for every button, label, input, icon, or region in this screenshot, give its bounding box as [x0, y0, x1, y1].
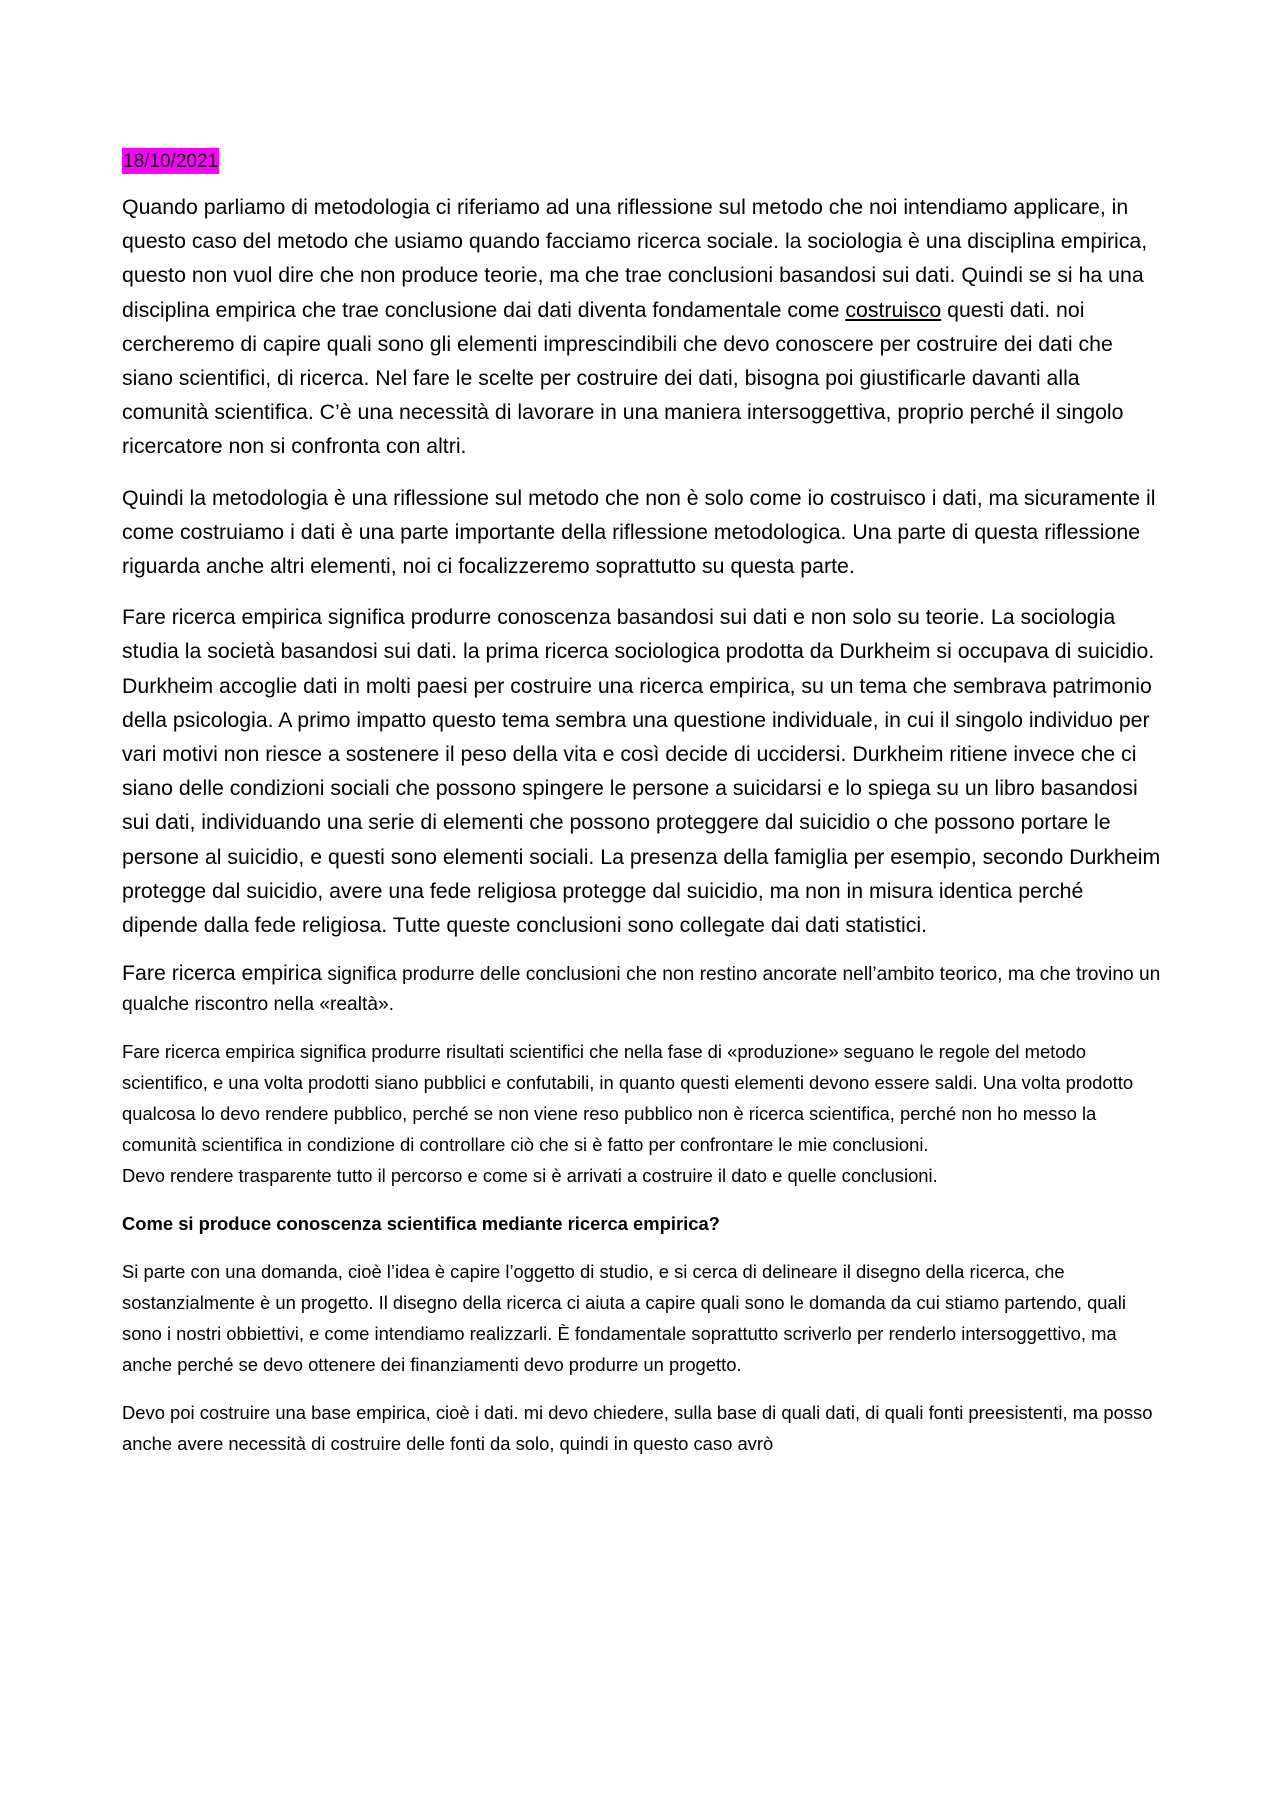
- paragraph-durkheim: Fare ricerca empirica significa produrre conoscenza basandosi sui dati e non solo su teorie. La sociologia studia la società basandosi sui dati. la prima ricerca sociologica prodotta da Durkheim si occupava di suicidio. Durkheim accoglie dati in molti paesi per costruire una ricerca empirica, su un tema che sembrava patrimonio della psicologia. A primo impatto questo tema sembra una questione individuale, in cui il singolo individuo per vari motivi non riesce a sostenere il peso della vita e così decide di uccidersi. Durkheim ritiene invece che ci siano delle condizioni sociali che possono spingere le persone a suicidarsi e lo spiega su un libro basandosi sui dati, individuando una serie di elementi che possono proteggere dal suicidio o che possono portare le persone al suicidio, e questi sono elementi sociali. La presenza della famiglia per esempio, secondo Durkheim protegge dal suicidio, avere una fede religiosa protegge dal suicidio, ma non in misura identica perché dipende dalla fede religiosa. Tutte queste conclusioni sono collegate dai dati statistici.: [122, 605, 1161, 938]
- section-heading: Come si produce conoscenza scientifica mediante ricerca empirica?: [122, 1213, 720, 1235]
- paragraph-text: Quando parliamo di metodologia ci riferiamo ad una riflessione sul metodo che noi intendiamo applicare, in questo caso del metodo che usiamo quando facciamo ricerca sociale. la sociologia è una disciplina empirica, questo non vuol dire che non produce teorie, ma che trae conclusioni basandosi sui dati. Quindi se si ha una disciplina empirica che trae conclusione dai dati diventa fondamentale come: [122, 195, 1148, 322]
- paragraph-empirical-base: Devo poi costruire una base empirica, cioè i dati. mi devo chiedere, sulla base di quali dati, di quali fonti preesistenti, ma posso anche avere necessità di costruire delle fonti da solo, quindi in questo caso avrò: [122, 1402, 1153, 1455]
- document-body: [122, 148, 1162, 1459]
- date-text: 18/10/2021: [123, 151, 219, 172]
- underlined-word: costruisco: [845, 297, 942, 322]
- paragraph-research-design: Si parte con una domanda, cioè l’idea è capire l’oggetto di studio, e si cerca di delineare il disegno della ricerca, che sostanzialmente è un progetto. Il disegno della ricerca ci aiuta a capire quali sono le domanda da cui stiamo partendo, quali sono i nostri obbiettivi, e come intendiamo realizzarli. È fondamentale soprattutto scriverlo per renderlo intersoggettivo, ma anche perché se devo ottenere dei finanziamenti devo produrre un progetto.: [122, 1261, 1126, 1376]
- paragraph-reflection: Quindi la metodologia è una riflessione sul metodo che non è solo come io costruisco i dati, ma sicuramente il come costruiamo i dati è una parte importante della riflessione metodologica. Una parte di questa riflessione riguarda anche altri elementi, noi ci focalizzeremo soprattutto su questa parte.: [122, 485, 1156, 579]
- paragraph-scientific-results: Fare ricerca empirica significa produrre risultati scientifici che nella fase di «produzione» seguano le regole del metodo scientifico, e una volta prodotti siano pubblici e confutabili, in quanto questi elementi devono essere saldi. Una volta prodotto qualcosa lo devo rendere pubblico, perché se non viene reso pubblico non è ricerca scientifica, perché non ho messo la comunità scientifica in condizione di controllare ciò che si è fatto per confrontare le mie conclusioni.: [122, 1041, 1134, 1156]
- date-highlight: [122, 148, 219, 174]
- paragraph-empirical-research: [122, 959, 1162, 1019]
- paragraph-text: questi dati. noi cercheremo di capire quali sono gli elementi imprescindibili che devo conoscere per costruire dei dati che siano scientifici, di ricerca. Nel fare le scelte per costruire dei dati, bisogna poi giustificarle davanti alla comunità scientifica. C’è una necessità di lavorare in una maniera intersoggettiva, proprio perché il singolo ricercatore non si confronta con altri.: [122, 297, 1124, 459]
- paragraph-methodology: [122, 190, 1162, 464]
- paragraph-text: Fare ricerca empirica: [122, 961, 323, 986]
- paragraph-text: significa produrre delle conclusioni che non restino ancorate nell’ambito teorico, ma che trovino un qualche riscontro nella «realtà».: [122, 964, 1161, 1015]
- paragraph-transparency: Devo rendere trasparente tutto il percorso e come si è arrivati a costruire il dato e quelle conclusioni.: [122, 1165, 938, 1187]
